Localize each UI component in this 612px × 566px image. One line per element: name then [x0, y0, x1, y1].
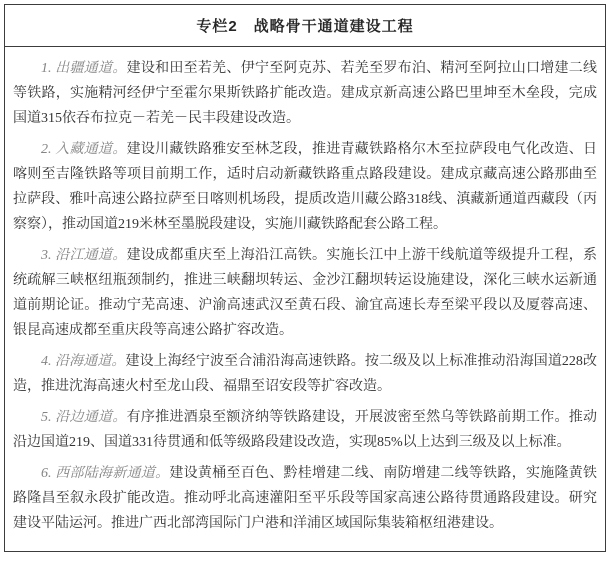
- paragraph: [13, 56, 597, 131]
- paragraph-text: 建设和田至若羌、伊宁至阿克苏、若羌至罗布泊、精河至阿拉山口增建二线等铁路，实施精河经伊宁至霍尔果斯铁路扩能改造。建成京新高速公路巴里坤至木垒段，完成国道315依吞布拉克－若羌－民丰段建设改造。: [13, 61, 598, 126]
- paragraph: [13, 349, 597, 399]
- paragraph: [13, 405, 597, 455]
- panel-body: [5, 47, 605, 536]
- paragraph: [13, 461, 597, 536]
- paragraph-lead: 6. 西部陆海新通道。: [41, 466, 170, 481]
- paragraph-text: 建设黄桶至百色、黔桂增建二线、南防增建二线等铁路，实施隆黄铁路隆昌至叙永段扩能改造。推动呼北高速灌阳至平乐段等国家高速公路待贯通路段建设。研究建设平陆运河。推进广西北部湾国际门户港和洋浦区域国际集装箱枢纽港建设。: [13, 466, 598, 531]
- paragraph-text: 建设川藏铁路雅安至林芝段，推进青藏铁路格尔木至拉萨段电气化改造、日喀则至吉隆铁路等项目前期工作，适时启动新藏铁路重点路段建设。建成京藏高速公路那曲至拉萨段、雅叶高速公路拉萨至日喀则机场段，提质改造川藏公路318线、滇藏新通道西藏段（丙察察），推动国道219米林至墨脱段建设，实施川藏铁路配套公路工程。: [13, 142, 598, 232]
- paragraph-text: 有序推进酒泉至额济纳等铁路建设，开展波密至然乌等铁路前期工作。推动沿边国道219、国道331待贯通和低等级路段建设改造，实现85%以上达到三级及以上标准。: [13, 410, 598, 450]
- paragraph-lead: 4. 沿海通道。: [41, 354, 126, 369]
- paragraph-lead: 2. 入藏通道。: [41, 142, 127, 157]
- paragraph-text: 建设成都重庆至上海沿江高铁。实施长江中上游干线航道等级提升工程，系统疏解三峡枢纽瓶颈制约，推进三峡翻坝转运、金沙江翻坝转运设施建设，深化三峡水运新通道前期论证。推动宁芜高速、沪渝高速武汉至黄石段、渝宜高速长寿至梁平段以及厦蓉高速、银昆高速成都至重庆段等高速公路扩容改造。: [13, 248, 598, 338]
- panel-title: 专栏2 战略骨干通道建设工程: [5, 5, 605, 47]
- paragraph-text: 建设上海经宁波至合浦沿海高速铁路。按二级及以上标准推动沿海国道228改造，推进沈海高速火村至龙山段、福鼎至诏安段等扩容改造。: [13, 354, 598, 394]
- paragraph: [13, 137, 597, 237]
- paragraph-lead: 3. 沿江通道。: [41, 248, 127, 263]
- paragraph-lead: 5. 沿边通道。: [41, 410, 127, 425]
- column-box: [4, 4, 606, 552]
- paragraph-lead: 1. 出疆通道。: [41, 61, 127, 76]
- paragraph: [13, 243, 597, 343]
